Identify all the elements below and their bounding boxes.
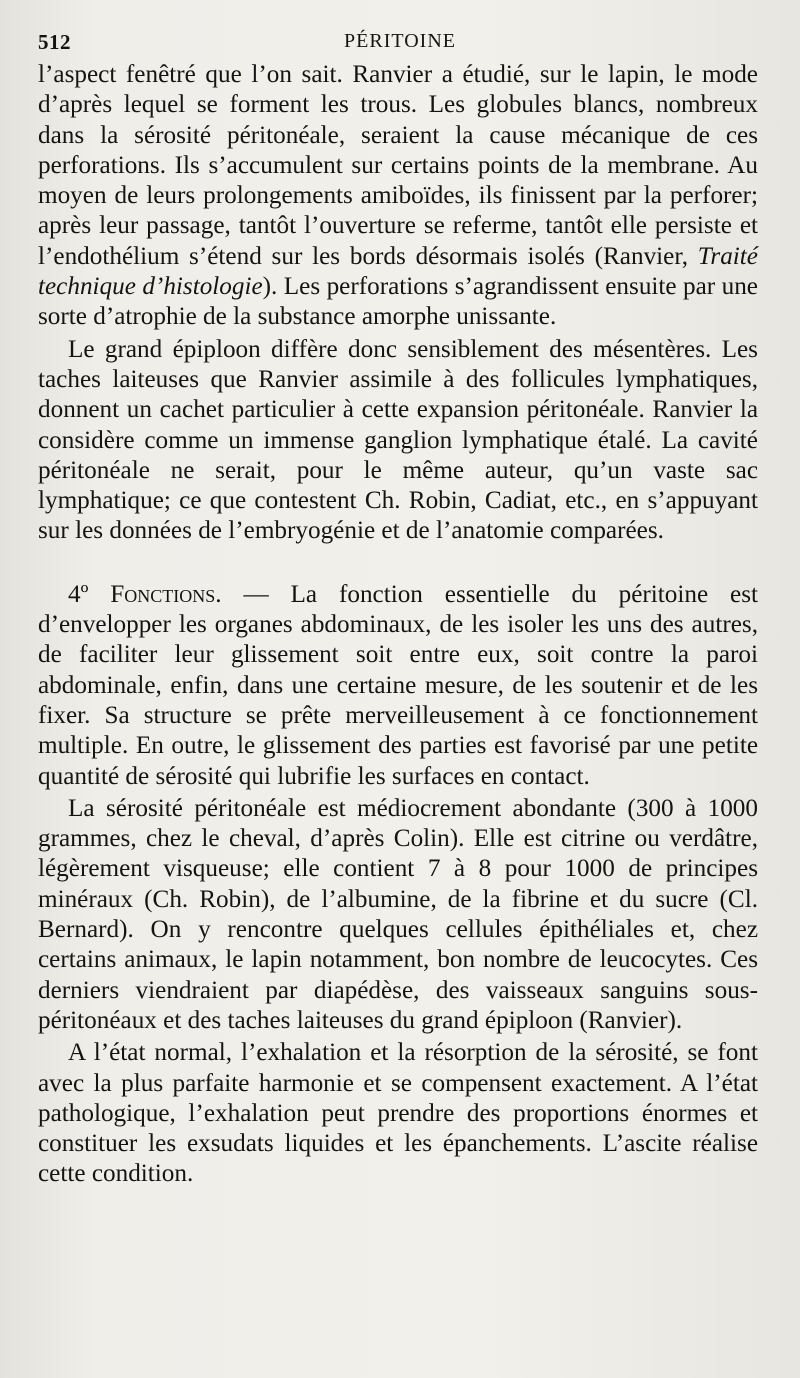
body-text [38, 60, 758, 1190]
paragraph-perforations [38, 60, 758, 333]
paragraph-serosite: La sérosité péritonéale est médiocrement abondante (300 à 1000 grammes, chez le cheval, d’après Colin). Elle est citrine ou verdâtre, légèrement visqueuse; elle contient 7 à 8 pour 1000 de principes minéraux (Ch. Robin), de l’albumine, de la fibrine et du sucre (Cl. Bernard). On y rencontre quelques cellules épithéliales et, chez certains animaux, le lapin notamment, bon nombre de leucocytes. Ces derniers viendraient par diapédèse, des vaisseaux sanguins sous-péritonéaux et des taches laiteuses du grand épiploon (Ranvier). [38, 794, 758, 1034]
running-head: PÉRITOINE [344, 30, 456, 52]
paragraph-text: ). Les perforations s’agrandissent ensuite par une sorte d’atrophie de la substance amorphe unissante. [38, 273, 758, 331]
page-header [38, 30, 762, 60]
section-number: 4º [68, 580, 89, 608]
paragraph-etat-normal: A l’état normal, l’exhalation et la résorption de la sérosité, se font avec la plus parfaite harmonie et se compensent exactement. A l’état pathologique, l’exhalation peut prendre des proportions énormes et constituer les exsudats liquides et les épanchements. L’ascite réalise cette condition. [38, 1039, 758, 1188]
paragraph-text: l’aspect fenêtré que l’on sait. Ranvier a étudié, sur le lapin, le mode d’après lequel se forment les trous. Les globules blancs, nombreux dans la sérosité péritonéale, seraient la cause mécanique de ces perforations. Ils s’accumulent sur certains points de la membrane. Au moyen de leurs prolongements amiboïdes, ils finissent par la perforer; après leur passage, tantôt l’ouverture se referme, tantôt elle persiste et l’endothélium s’étend sur les bords désormais isolés (Ranvier, [38, 61, 758, 270]
book-title-italic: Traité technique d’histologie [38, 242, 758, 301]
section-title: Fonctions. [110, 580, 222, 608]
section-text: — La fonction essentielle du péritoine est d’envelopper les organes abdominaux, de les isoler les uns des autres, de faciliter leur glissement soit entre eux, soit contre la paroi abdominale, enfin, dans une certaine mesure, de les soutenir et de les fixer. Sa structure se prête merveilleusement à ce fonctionnement multiple. En outre, le glissement des parties est favorisé par une petite quantité de sérosité qui lubrifie les surfaces en contact. [38, 580, 758, 790]
paragraph-grand-epiploon: Le grand épiploon diffère donc sensiblement des mésentères. Les taches laiteuses que Ranvier assimile à des follicules lymphatiques, donnent un cachet particulier à cette expansion péritonéale. Ranvier la considère comme un immense ganglion lymphatique étalé. La cavité péritonéale ne serait, pour le même auteur, qu’un vaste sac lymphatique; ce que contestent Ch. Robin, Cadiat, etc., en s’appuyant sur les données de l’embryogénie et de l’anatomie comparées. [38, 335, 758, 545]
page-number: 512 [38, 30, 71, 54]
section-fonctions [38, 580, 758, 792]
